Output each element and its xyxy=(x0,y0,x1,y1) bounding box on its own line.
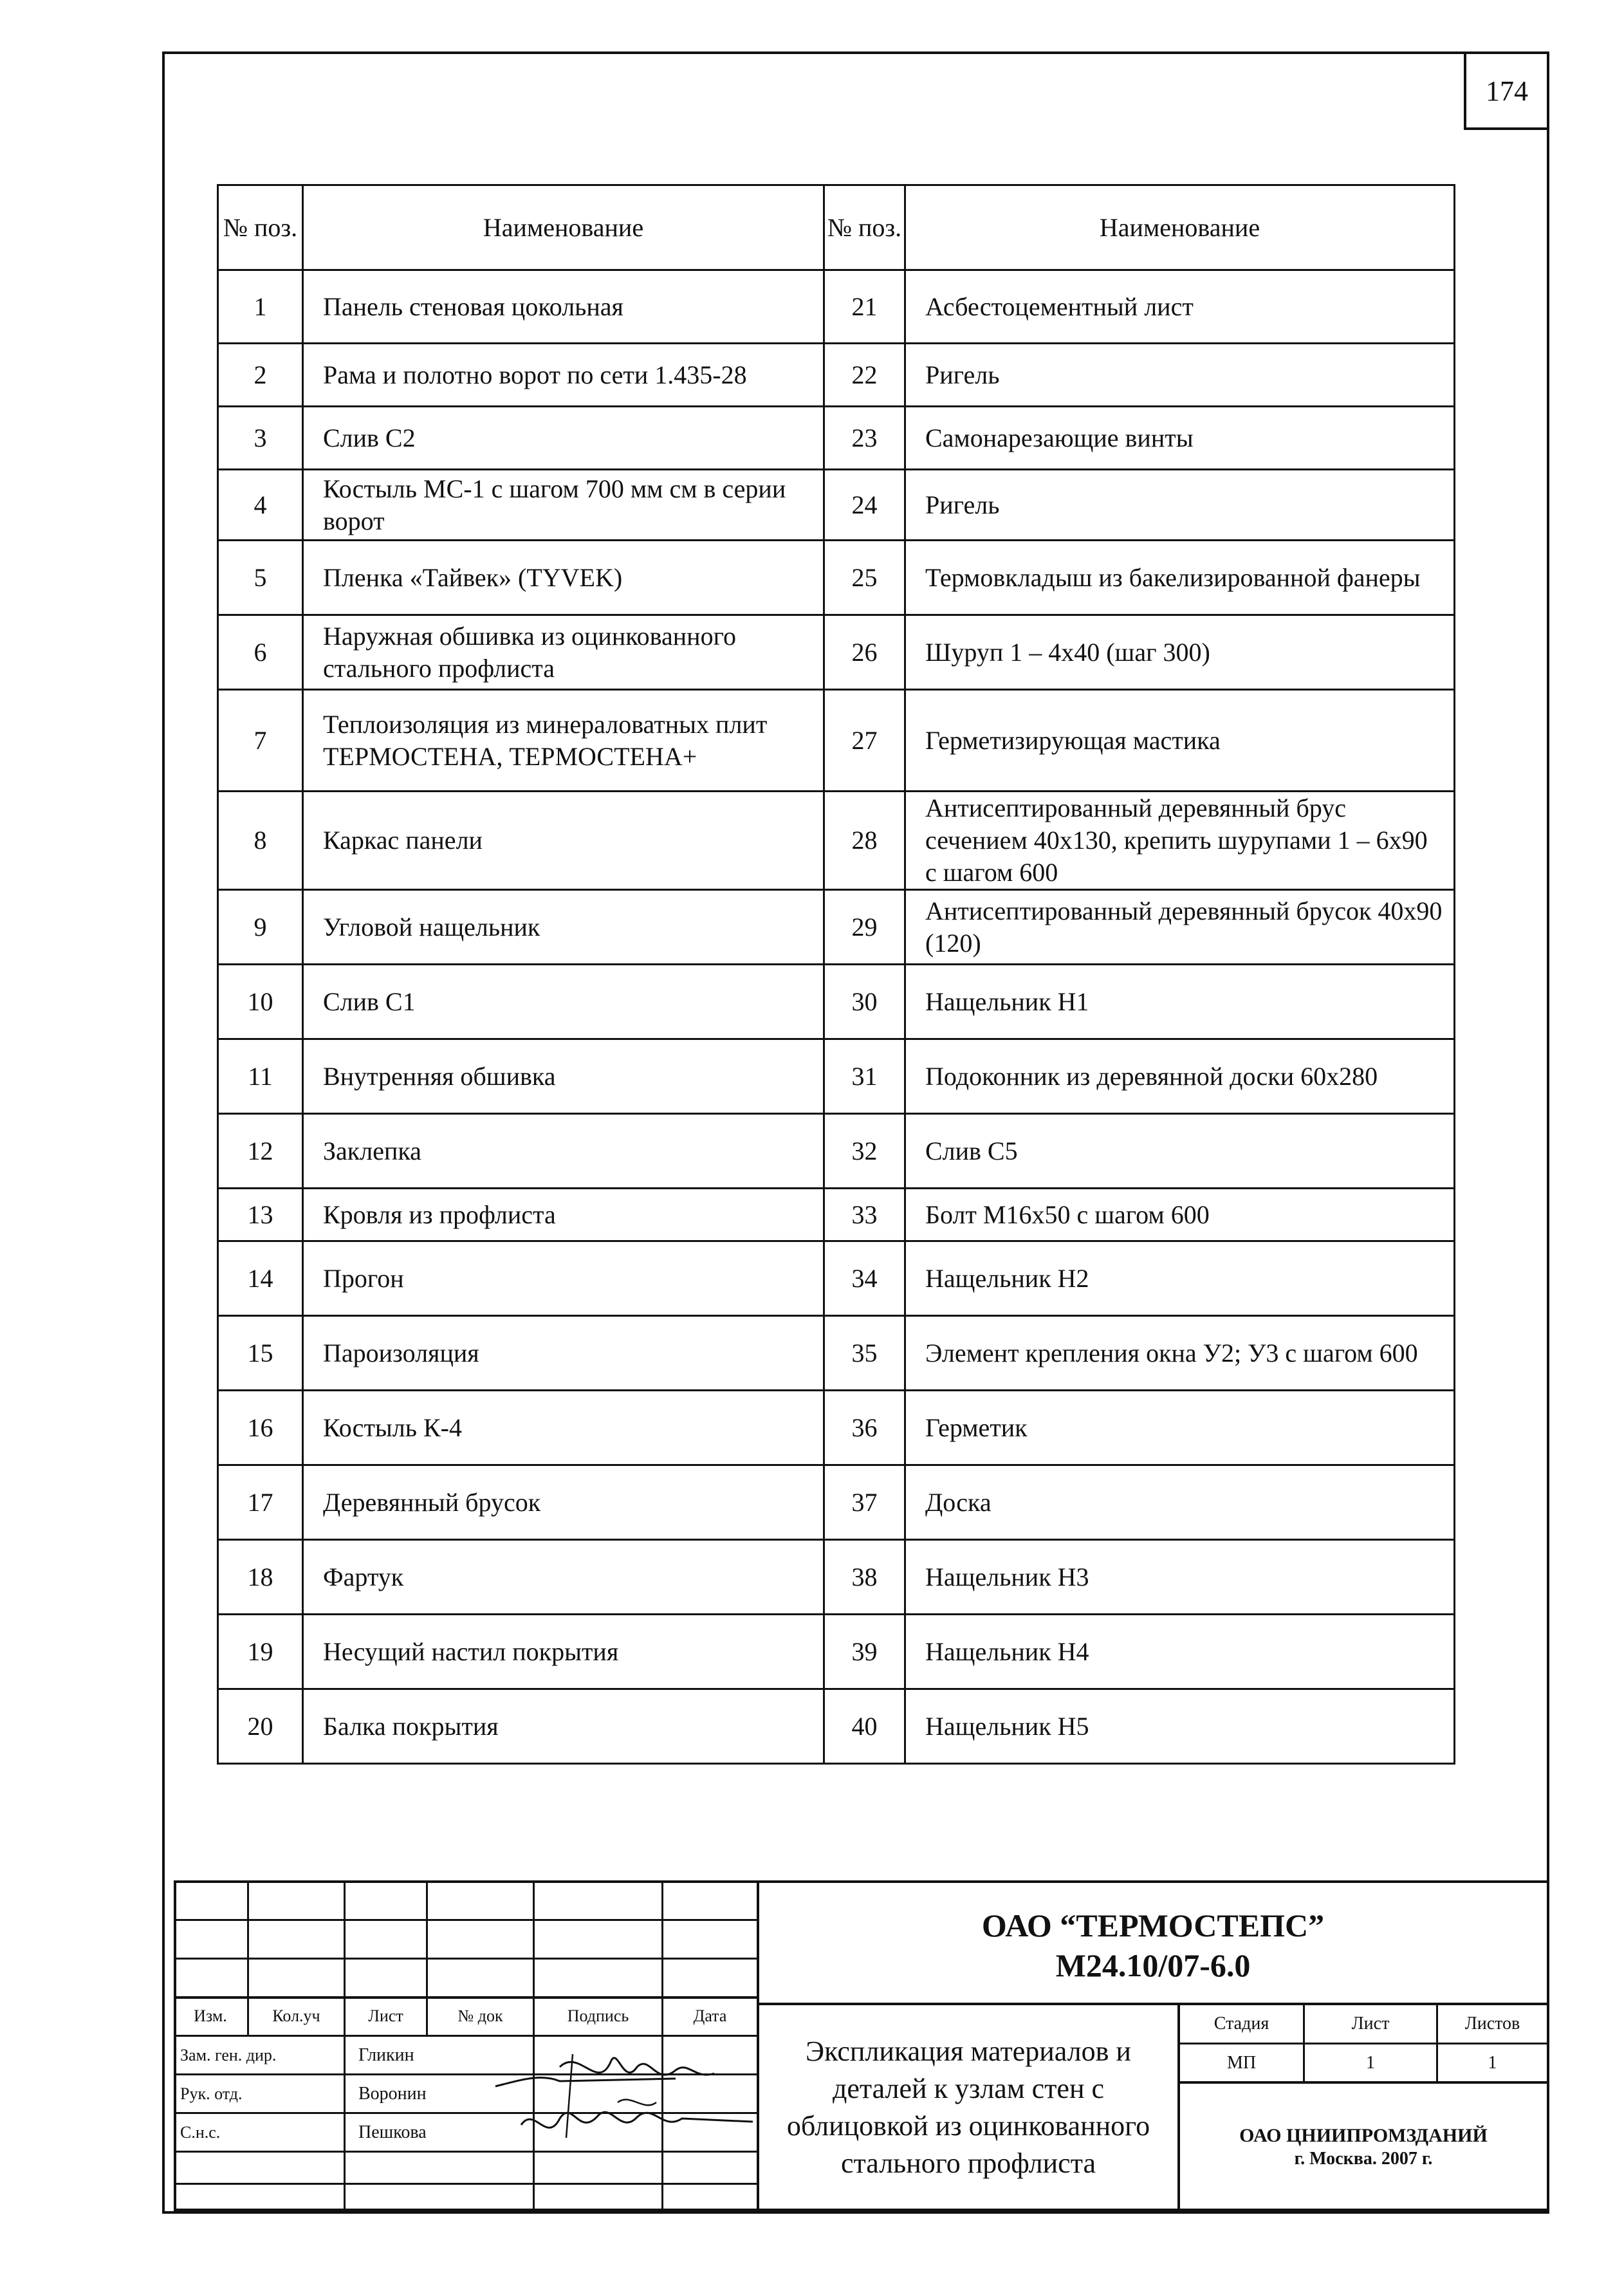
position-number-right: 24 xyxy=(824,470,905,541)
item-name-left: Фартук xyxy=(303,1540,824,1615)
item-name-left: Балка покрытия xyxy=(303,1689,824,1764)
item-name-left: Пароизоляция xyxy=(303,1316,824,1391)
table-row xyxy=(218,890,1455,965)
position-number-right: 32 xyxy=(824,1114,905,1189)
table-row xyxy=(218,792,1455,890)
sheets-value: 1 xyxy=(1488,2052,1497,2073)
position-number-right: 31 xyxy=(824,1039,905,1114)
position-number-left: 19 xyxy=(218,1615,303,1689)
position-number-left: 9 xyxy=(218,890,303,965)
position-number-left: 2 xyxy=(218,344,303,407)
organization-name: ОАО “ТЕРМОСТЕПС” xyxy=(981,1907,1325,1943)
item-name-right: Антисептированный деревянный брусок 40x90 (120) xyxy=(905,890,1455,965)
item-name-right: Элемент крепления окна У2; У3 с шагом 600 xyxy=(905,1316,1455,1391)
position-number-right: 26 xyxy=(824,615,905,690)
table-row xyxy=(218,1465,1455,1540)
table-row xyxy=(218,1039,1455,1114)
position-number-right: 27 xyxy=(824,690,905,792)
table-row xyxy=(218,1189,1455,1241)
table-header-row xyxy=(218,185,1455,270)
name-department-head: Воронин xyxy=(358,2083,427,2104)
position-number-right: 22 xyxy=(824,344,905,407)
item-name-left: Угловой нащельник xyxy=(303,890,824,965)
header-name-left: Наименование xyxy=(303,185,824,270)
title-block xyxy=(174,1880,1547,2211)
item-name-left: Кровля из профлиста xyxy=(303,1189,824,1241)
role-senior-researcher: С.н.с. xyxy=(180,2122,221,2142)
name-deputy-director: Гликин xyxy=(358,2044,414,2065)
item-name-right: Нащельник Н3 xyxy=(905,1540,1455,1615)
document-number: М24.10/07-6.0 xyxy=(1055,1947,1251,1983)
item-name-left: Панель стеновая цокольная xyxy=(303,270,824,344)
table-row xyxy=(218,470,1455,541)
stage-value: МП xyxy=(1226,2052,1257,2073)
item-name-right: Ригель xyxy=(905,344,1455,407)
position-number-left: 13 xyxy=(218,1189,303,1241)
position-number-right: 35 xyxy=(824,1316,905,1391)
handwritten-signatures xyxy=(483,2041,766,2151)
page-number: 174 xyxy=(1464,54,1547,130)
col-kol: Кол.уч xyxy=(272,2007,320,2025)
table-row xyxy=(218,615,1455,690)
header-num-right: № поз. xyxy=(824,185,905,270)
position-number-right: 23 xyxy=(824,407,905,470)
position-number-left: 12 xyxy=(218,1114,303,1189)
item-name-right: Термовкладыш из бакелизированной фанеры xyxy=(905,541,1455,615)
position-number-right: 28 xyxy=(824,792,905,890)
table-row xyxy=(218,1316,1455,1391)
item-name-right: Асбестоцементный лист xyxy=(905,270,1455,344)
position-number-right: 36 xyxy=(824,1391,905,1465)
table-row xyxy=(218,1615,1455,1689)
document-title: Экспликация материалов и деталей к узлам стен с облицовкой из оцинкованного стального профлиста xyxy=(786,2035,1150,2179)
table-row xyxy=(218,965,1455,1039)
item-name-left: Рама и полотно ворот по сети 1.435-28 xyxy=(303,344,824,407)
item-name-left: Слив С1 xyxy=(303,965,824,1039)
position-number-left: 5 xyxy=(218,541,303,615)
col-podpis: Подпись xyxy=(567,2007,629,2025)
position-number-left: 11 xyxy=(218,1039,303,1114)
table-row xyxy=(218,541,1455,615)
role-department-head: Рук. отд. xyxy=(180,2084,243,2103)
col-ndok: № док xyxy=(457,2007,503,2025)
table-row xyxy=(218,407,1455,470)
position-number-right: 34 xyxy=(824,1241,905,1316)
item-name-right: Нащельник Н2 xyxy=(905,1241,1455,1316)
item-name-left: Слив С2 xyxy=(303,407,824,470)
col-data: Дата xyxy=(693,2007,727,2025)
table-row xyxy=(218,1391,1455,1465)
position-number-left: 8 xyxy=(218,792,303,890)
position-number-left: 16 xyxy=(218,1391,303,1465)
item-name-right: Нащельник Н5 xyxy=(905,1689,1455,1764)
name-senior-researcher: Пешкова xyxy=(358,2122,427,2142)
item-name-right: Болт М16x50 с шагом 600 xyxy=(905,1189,1455,1241)
item-name-left: Пленка «Тайвек» (TYVEK) xyxy=(303,541,824,615)
table-row xyxy=(218,1689,1455,1764)
item-name-right: Слив С5 xyxy=(905,1114,1455,1189)
item-name-right: Шуруп 1 – 4x40 (шаг 300) xyxy=(905,615,1455,690)
item-name-right: Самонарезающие винты xyxy=(905,407,1455,470)
item-name-right: Подоконник из деревянной доски 60x280 xyxy=(905,1039,1455,1114)
position-number-right: 38 xyxy=(824,1540,905,1615)
item-name-right: Доска xyxy=(905,1465,1455,1540)
position-number-left: 4 xyxy=(218,470,303,541)
position-number-left: 17 xyxy=(218,1465,303,1540)
table-row xyxy=(218,690,1455,792)
institution-name: ОАО ЦНИИПРОМЗДАНИЙ xyxy=(1239,2125,1488,2146)
item-name-left: Костыль К-4 xyxy=(303,1391,824,1465)
table-row xyxy=(218,270,1455,344)
sheets-header: Листов xyxy=(1464,2014,1520,2034)
table-row xyxy=(218,1114,1455,1189)
role-deputy-director: Зам. ген. дир. xyxy=(180,2045,277,2064)
item-name-right: Герметизирующая мастика xyxy=(905,690,1455,792)
position-number-left: 10 xyxy=(218,965,303,1039)
table-row xyxy=(218,1241,1455,1316)
item-name-left: Каркас панели xyxy=(303,792,824,890)
position-number-right: 29 xyxy=(824,890,905,965)
table-row xyxy=(218,344,1455,407)
position-number-right: 30 xyxy=(824,965,905,1039)
sheet-header: Лист xyxy=(1351,2014,1390,2034)
item-name-right: Нащельник Н1 xyxy=(905,965,1455,1039)
city-year: г. Москва. 2007 г. xyxy=(1294,2149,1433,2169)
item-name-left: Внутренняя обшивка xyxy=(303,1039,824,1114)
position-number-right: 39 xyxy=(824,1615,905,1689)
position-number-right: 33 xyxy=(824,1189,905,1241)
item-name-right: Антисептированный деревянный брус сечением 40x130, крепить шурупами 1 – 6x90 с шагом 600 xyxy=(905,792,1455,890)
item-name-left: Прогон xyxy=(303,1241,824,1316)
explication-table xyxy=(217,184,1455,1765)
position-number-left: 7 xyxy=(218,690,303,792)
col-list: Лист xyxy=(368,2007,403,2025)
stage-header: Стадия xyxy=(1213,2014,1269,2034)
table-row xyxy=(218,1540,1455,1615)
item-name-left: Костыль МС-1 с шагом 700 мм см в серии ворот xyxy=(303,470,824,541)
position-number-left: 15 xyxy=(218,1316,303,1391)
item-name-left: Деревянный брусок xyxy=(303,1465,824,1540)
position-number-left: 3 xyxy=(218,407,303,470)
item-name-right: Ригель xyxy=(905,470,1455,541)
item-name-right: Герметик xyxy=(905,1391,1455,1465)
position-number-right: 21 xyxy=(824,270,905,344)
sheet-value: 1 xyxy=(1366,2052,1375,2073)
position-number-left: 1 xyxy=(218,270,303,344)
item-name-left: Теплоизоляция из минераловатных плит ТЕРМОСТЕНА, ТЕРМОСТЕНА+ xyxy=(303,690,824,792)
item-name-right: Нащельник Н4 xyxy=(905,1615,1455,1689)
position-number-right: 37 xyxy=(824,1465,905,1540)
position-number-right: 25 xyxy=(824,541,905,615)
item-name-left: Заклепка xyxy=(303,1114,824,1189)
position-number-left: 20 xyxy=(218,1689,303,1764)
item-name-left: Несущий настил покрытия xyxy=(303,1615,824,1689)
col-izm: Изм. xyxy=(194,2007,227,2025)
position-number-left: 6 xyxy=(218,615,303,690)
header-num-left: № поз. xyxy=(218,185,303,270)
item-name-left: Наружная обшивка из оцинкованного стального профлиста xyxy=(303,615,824,690)
position-number-left: 18 xyxy=(218,1540,303,1615)
position-number-right: 40 xyxy=(824,1689,905,1764)
position-number-left: 14 xyxy=(218,1241,303,1316)
header-name-right: Наименование xyxy=(905,185,1455,270)
